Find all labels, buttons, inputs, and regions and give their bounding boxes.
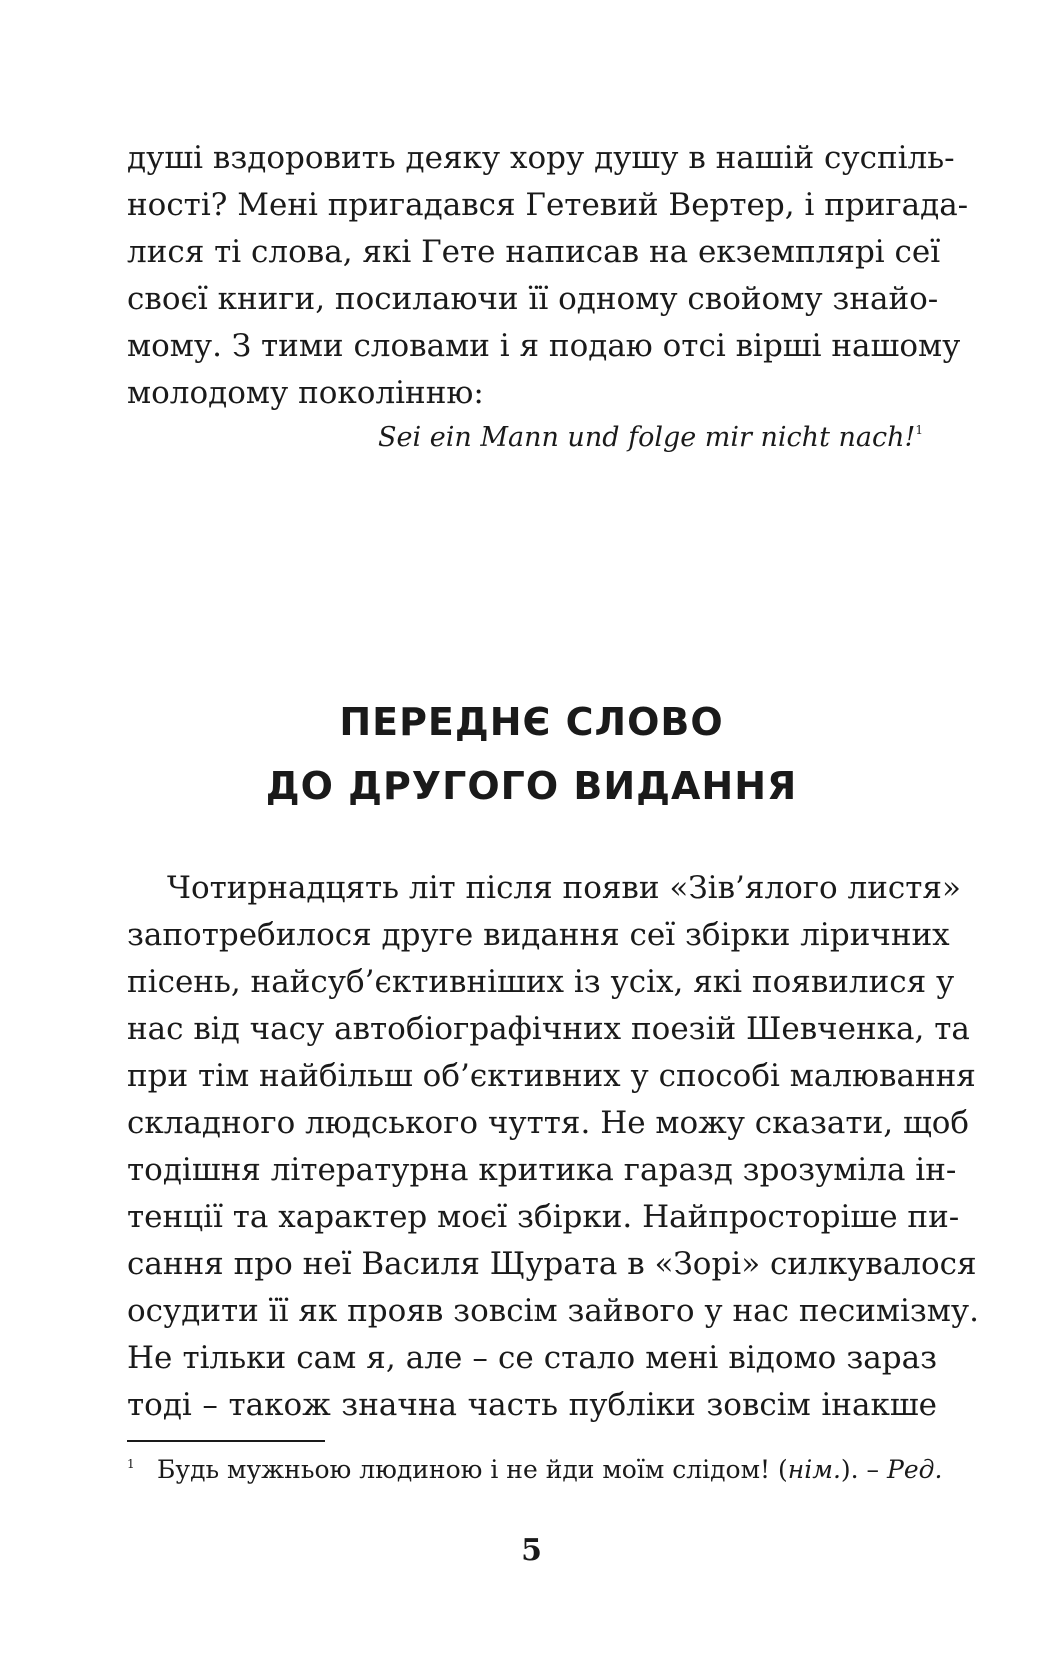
- text-line: пісень, найсуб’єктивніших із усіх, які появилися у: [127, 964, 955, 1000]
- section-heading-line-2: ДО ДРУГОГО ВИДАННЯ: [265, 764, 798, 808]
- text-line: тодішня літературна критика гаразд зрозуміла ін-: [127, 1152, 957, 1188]
- intro-paragraph: [127, 135, 969, 417]
- footnote-text: Будь мужньою людиною і не йди моїм слідом! (: [157, 1455, 788, 1484]
- text-line: душі вздоровить деяку хору душу в нашій суспіль-: [127, 140, 955, 176]
- section-heading-line-1: ПЕРЕДНЄ СЛОВО: [339, 700, 724, 744]
- text-line: нас від часу автобіографічних поезій Шевченка, та: [127, 1011, 970, 1047]
- text-line: тенції та характер моєї збірки. Найпросторіше пи-: [127, 1199, 960, 1235]
- text-line: лися ті слова, які Гете написав на екземплярі сеї: [127, 234, 941, 270]
- footnote-language: нім.: [787, 1455, 841, 1484]
- footnote-separator: ). –: [840, 1455, 887, 1484]
- footnote-reference[interactable]: 1: [915, 423, 923, 437]
- text-line: тоді – також значна часть публіки зовсім інакше: [127, 1387, 937, 1423]
- text-line: осудити її як прояв зовсім зайвого у нас песимізму.: [127, 1293, 980, 1329]
- text-line: мому. З тими словами і я подаю отсі вірші нашому: [127, 328, 961, 364]
- epigraph-text: Sei ein Mann und folge mir nicht nach!: [378, 422, 916, 453]
- text-line: сання про неї Василя Щурата в «Зорі» силкувалося: [127, 1246, 977, 1282]
- text-line: складного людського чуття. Не можу сказати, щоб: [127, 1105, 970, 1141]
- text-line: молодому поколінню:: [127, 375, 484, 411]
- text-line: ності? Мені пригадався Гетевий Вертер, і пригада-: [127, 187, 969, 223]
- text-line: запотребилося друге видання сеї збірки ліричних: [127, 917, 950, 953]
- body-paragraph: [127, 865, 980, 1429]
- epigraph: [378, 422, 923, 453]
- page-number: 5: [521, 1533, 542, 1568]
- text-line: Чотирнадцять літ після появи «Зів’ялого листя»: [167, 870, 961, 906]
- footnote-divider: [127, 1440, 325, 1442]
- text-line: своєї книги, посилаючи її одному свойому знайо-: [127, 281, 939, 317]
- footnote-editor: Ред.: [887, 1455, 943, 1484]
- text-line: Не тільки сам я, але – се стало мені відомо зараз: [127, 1340, 937, 1376]
- footnote: [127, 1455, 942, 1484]
- footnote-mark: 1: [127, 1457, 135, 1471]
- text-line: при тім найбільш об’єктивних у способі малювання: [127, 1058, 976, 1094]
